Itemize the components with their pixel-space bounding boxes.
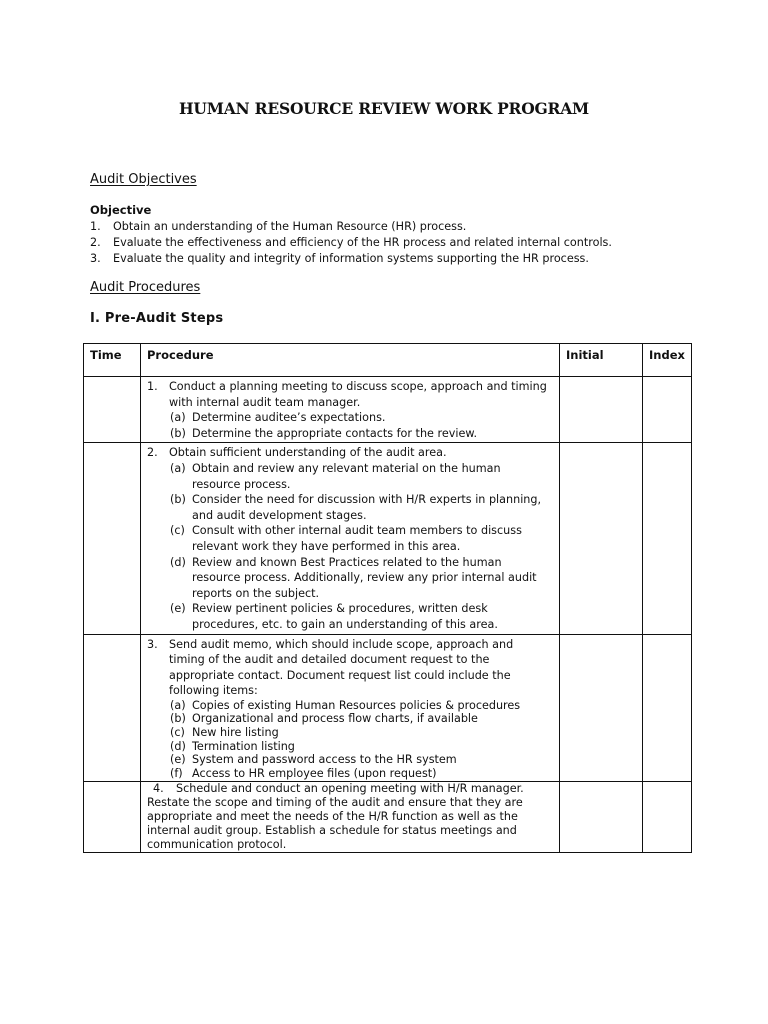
column-header-initial: Initial [560, 344, 643, 377]
audit-objectives-heading: Audit Objectives [90, 172, 197, 187]
initial-cell[interactable] [560, 634, 643, 782]
table-row [84, 443, 692, 634]
objective-item: 2. Evaluate the effectiveness and efficiency of the HR process and related internal controls. [90, 236, 612, 249]
index-cell[interactable] [643, 377, 692, 443]
objective-item: 1. Obtain an understanding of the Human Resource (HR) process. [90, 220, 467, 233]
table-row [84, 377, 692, 443]
procedure-cell: 3. Send audit memo, which should include scope, approach and timing of the audit and detailed document request to the appropriate contact. Document request list could include the following items: (a) Copies of existing Human Resources policies & procedures (b) Organizational and process flow charts, if available (c) New hire listing (d) Termination listing (e) System and password access to the HR system (f) Access to HR employee files (upon request) [141, 634, 560, 782]
time-cell[interactable] [84, 634, 141, 782]
time-cell[interactable] [84, 443, 141, 634]
initial-cell[interactable] [560, 377, 643, 443]
procedures-table [83, 343, 692, 853]
objective-label: Objective [90, 203, 152, 217]
column-header-index: Index [643, 344, 692, 377]
time-cell[interactable] [84, 782, 141, 853]
audit-procedures-heading: Audit Procedures [90, 280, 201, 295]
initial-cell[interactable] [560, 443, 643, 634]
procedure-cell: 4. Schedule and conduct an opening meeting with H/R manager. Restate the scope and timing of the audit and ensure that they are appropriate and meet the needs of the H/R function as well as the internal audit group. Establish a schedule for status meetings and communication protocol. [141, 782, 560, 853]
table-row [84, 634, 692, 782]
index-cell[interactable] [643, 443, 692, 634]
initial-cell[interactable] [560, 782, 643, 853]
time-cell[interactable] [84, 377, 141, 443]
objective-item: 3. Evaluate the quality and integrity of information systems supporting the HR process. [90, 252, 589, 265]
objectives-list [90, 219, 612, 267]
index-cell[interactable] [643, 634, 692, 782]
pre-audit-steps-heading: I. Pre-Audit Steps [90, 311, 224, 326]
procedure-cell: 1. Conduct a planning meeting to discuss scope, approach and timing with internal audit team manager. (a) Determine auditee’s expectations. (b) Determine the appropriate contacts for the review. [141, 377, 560, 443]
column-header-procedure: Procedure [141, 344, 560, 377]
table-row [84, 782, 692, 853]
index-cell[interactable] [643, 782, 692, 853]
document-title: HUMAN RESOURCE REVIEW WORK PROGRAM [178, 99, 590, 118]
table-header-row [84, 344, 692, 377]
column-header-time: Time [84, 344, 141, 377]
procedure-cell: 2. Obtain sufficient understanding of the audit area. (a) Obtain and review any relevant material on the human resource process. (b) Consider the need for discussion with H/R experts in planning, and audit development stages. (c) Consult with other internal audit team members to discuss relevant work they have performed in this area. (d) Review and known Best Practices related to the human resource process. Additionally, review any prior internal audit reports on the subject. (e) Review pertinent policies & procedures, written desk procedures, etc. to gain an understanding of this area. [141, 443, 560, 634]
